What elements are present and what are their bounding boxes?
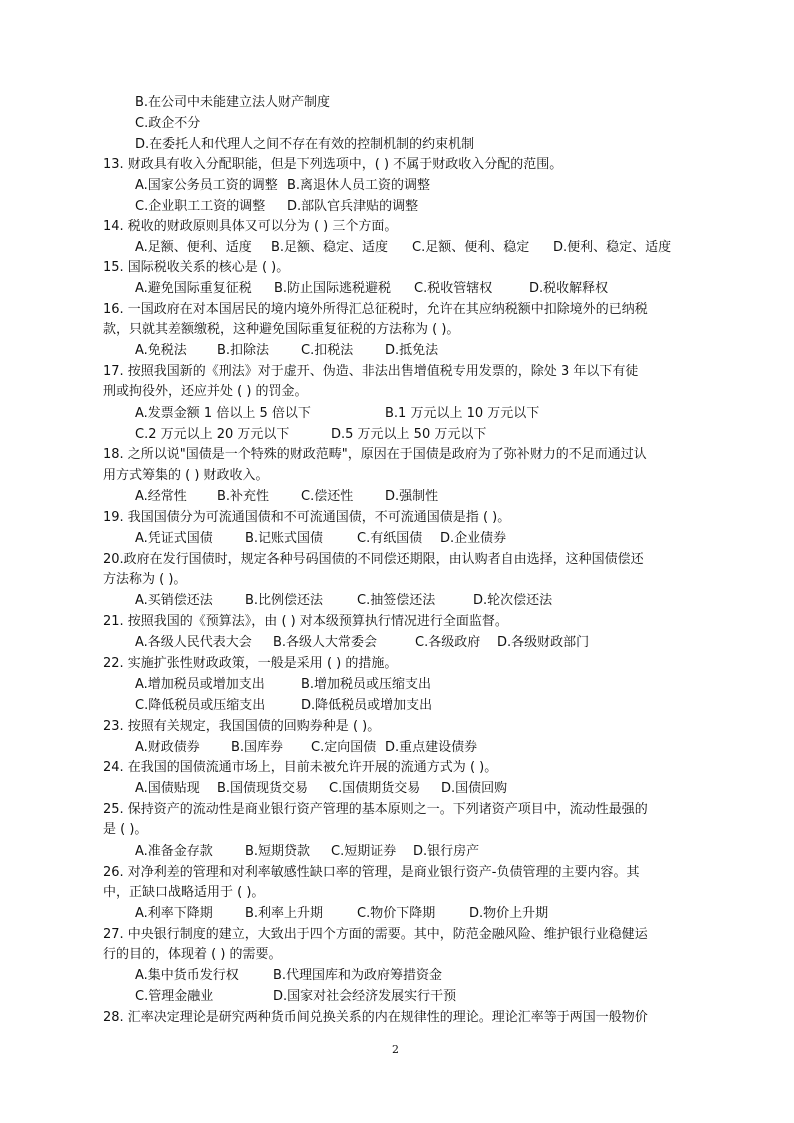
question-23: 23. 按照有关规定，我国国债的回购券种是 ( )。: [103, 719, 381, 734]
question-19: 19. 我国国债分为可流通国债和不可流通国债，不可流通国债是指 ( )。: [103, 510, 511, 525]
page-number: 2: [392, 1043, 399, 1056]
option: C.足额、便利、稳定: [412, 240, 530, 255]
question-22: 22. 实施扩张性财政政策，一般是采用 ( ) 的措施。: [103, 656, 398, 671]
option: C.有纸国债: [357, 531, 423, 546]
option: C.国债期货交易: [329, 781, 421, 796]
question-15: 15. 国际税收关系的核心是 ( )。: [103, 260, 290, 275]
text-line: B.在公司中未能建立法人财产制度: [135, 95, 331, 110]
option: A.买销偿还法: [135, 593, 213, 608]
question-18-cont: 用方式筹集的 ( ) 财政收入。: [103, 468, 269, 483]
option: D.国债回购: [441, 781, 508, 796]
option: A.经常性: [135, 489, 187, 504]
option: C.管理金融业: [135, 989, 214, 1004]
question-25: 25. 保持资产的流动性是商业银行资产管理的基本原则之一。下列诸资产项目中，流动性最强的: [103, 802, 648, 817]
question-25-cont: 是 ( )。: [103, 822, 148, 837]
option: C.扣税法: [301, 343, 354, 358]
option: B.增加税员或压缩支出: [301, 677, 432, 692]
option: C.税收管辖权: [414, 281, 493, 296]
option: D.重点建设债券: [385, 740, 478, 755]
option: B.代理国库和为政府筹措资金: [273, 968, 443, 983]
option: B.记账式国债: [245, 531, 324, 546]
option: A.足额、便利、适度: [135, 240, 252, 255]
option: C.物价下降期: [357, 906, 436, 921]
option: C.企业职工工资的调整: [135, 199, 266, 214]
option: D.强制性: [385, 489, 439, 504]
question-16: 16. 一国政府在对本国居民的境内境外所得汇总征税时，允许在其应纳税额中扣除境外的已纳税: [103, 302, 648, 317]
option: D.轮次偿还法: [473, 593, 553, 608]
option: B.补充性: [217, 489, 270, 504]
question-20-cont: 方法称为 ( )。: [103, 572, 187, 587]
option: A.国家公务员工资的调整: [135, 178, 278, 193]
option: B.国债现货交易: [217, 781, 309, 796]
question-26-cont: 中，正缺口战略适用于 ( )。: [103, 885, 265, 900]
option: D.部队官兵津贴的调整: [287, 199, 419, 214]
option: B.扣除法: [217, 343, 270, 358]
option: B.比例偿还法: [245, 593, 324, 608]
option: C.降低税员或压缩支出: [135, 698, 266, 713]
option: D.国家对社会经济发展实行干预: [273, 989, 457, 1004]
question-14: 14. 税收的财政原则具体又可以分为 ( ) 三个方面。: [103, 219, 398, 234]
option: D.税收解释权: [529, 281, 609, 296]
option: D.物价上升期: [469, 906, 549, 921]
option: B.短期贷款: [245, 844, 311, 859]
option: A.免税法: [135, 343, 187, 358]
question-17: 17. 按照我国新的《刑法》对于虚开、伪造、非法出售增值税专用发票的，除处 3 年以下有徒: [103, 364, 639, 379]
option: C.2 万元以上 20 万元以下: [135, 427, 290, 442]
option: A.准备金存款: [135, 844, 213, 859]
option: A.增加税员或增加支出: [135, 677, 265, 692]
text-line: C.政企不分: [135, 116, 201, 131]
question-26: 26. 对净利差的管理和对利率敏感性缺口率的管理，是商业银行资产-负债管理的主要内容。其: [103, 865, 640, 880]
option: C.定向国债: [311, 740, 377, 755]
option: A.财政债券: [135, 740, 200, 755]
question-18: 18. 之所以说"国债是一个特殊的财政范畴"，原因在于国债是政府为了弥补财力的不足而通过认: [103, 447, 647, 462]
option: A.发票金额 1 倍以上 5 倍以下: [135, 406, 311, 421]
option: B.足额、稳定、适度: [271, 240, 389, 255]
option: A.集中货币发行权: [135, 968, 239, 983]
option: D.银行房产: [413, 844, 480, 859]
question-21: 21. 按照我国的《预算法》，由 ( ) 对本级预算执行情况进行全面监督。: [103, 614, 508, 629]
option: A.利率下降期: [135, 906, 213, 921]
option: D.便利、稳定、适度: [553, 240, 672, 255]
option: C.偿还性: [301, 489, 354, 504]
option: B.防止国际逃税避税: [274, 281, 392, 296]
question-27: 27. 中央银行制度的建立，大致出于四个方面的需要。其中，防范金融风险、维护银行业稳健运: [103, 927, 648, 942]
option: A.各级人民代表大会: [135, 635, 252, 650]
option: B.利率上升期: [245, 906, 324, 921]
question-28: 28. 汇率决定理论是研究两种货币间兑换关系的内在规律性的理论。理论汇率等于两国一般物价: [103, 1010, 648, 1025]
option: C.各级政府: [415, 635, 481, 650]
question-13: 13. 财政具有收入分配职能，但是下列选项中，( ) 不属于财政收入分配的范围。: [103, 157, 563, 172]
option: A.凭证式国债: [135, 531, 213, 546]
option: C.抽签偿还法: [357, 593, 436, 608]
question-17-cont: 刑或拘役外，还应并处 ( ) 的罚金。: [103, 384, 308, 399]
option: B.离退休人员工资的调整: [287, 178, 431, 193]
option: B.各级人大常委会: [273, 635, 378, 650]
text-line: D.在委托人和代理人之间不存在有效的控制机制的约束机制: [135, 137, 475, 152]
option: A.国债贴现: [135, 781, 200, 796]
option: B.1 万元以上 10 万元以下: [385, 406, 540, 421]
option: D.各级财政部门: [497, 635, 590, 650]
option: D.抵免法: [385, 343, 439, 358]
option: B.国库券: [231, 740, 284, 755]
question-27-cont: 行的目的，体现着 ( ) 的需要。: [103, 947, 282, 962]
question-20: 20.政府在发行国债时，规定各种号码国债的不同偿还期限，由认购者自由选择，这种国债偿还: [103, 552, 644, 567]
option: C.短期证券: [331, 844, 397, 859]
option: D.企业债券: [440, 531, 507, 546]
option: D.降低税员或增加支出: [301, 698, 433, 713]
option: A.避免国际重复征税: [135, 281, 252, 296]
option: D.5 万元以上 50 万元以下: [331, 427, 487, 442]
question-24: 24. 在我国的国债流通市场上，目前未被允许开展的流通方式为 ( )。: [103, 760, 498, 775]
question-16-cont: 款，只就其差额缴税，这种避免国际重复征税的方法称为 ( )。: [103, 322, 460, 337]
